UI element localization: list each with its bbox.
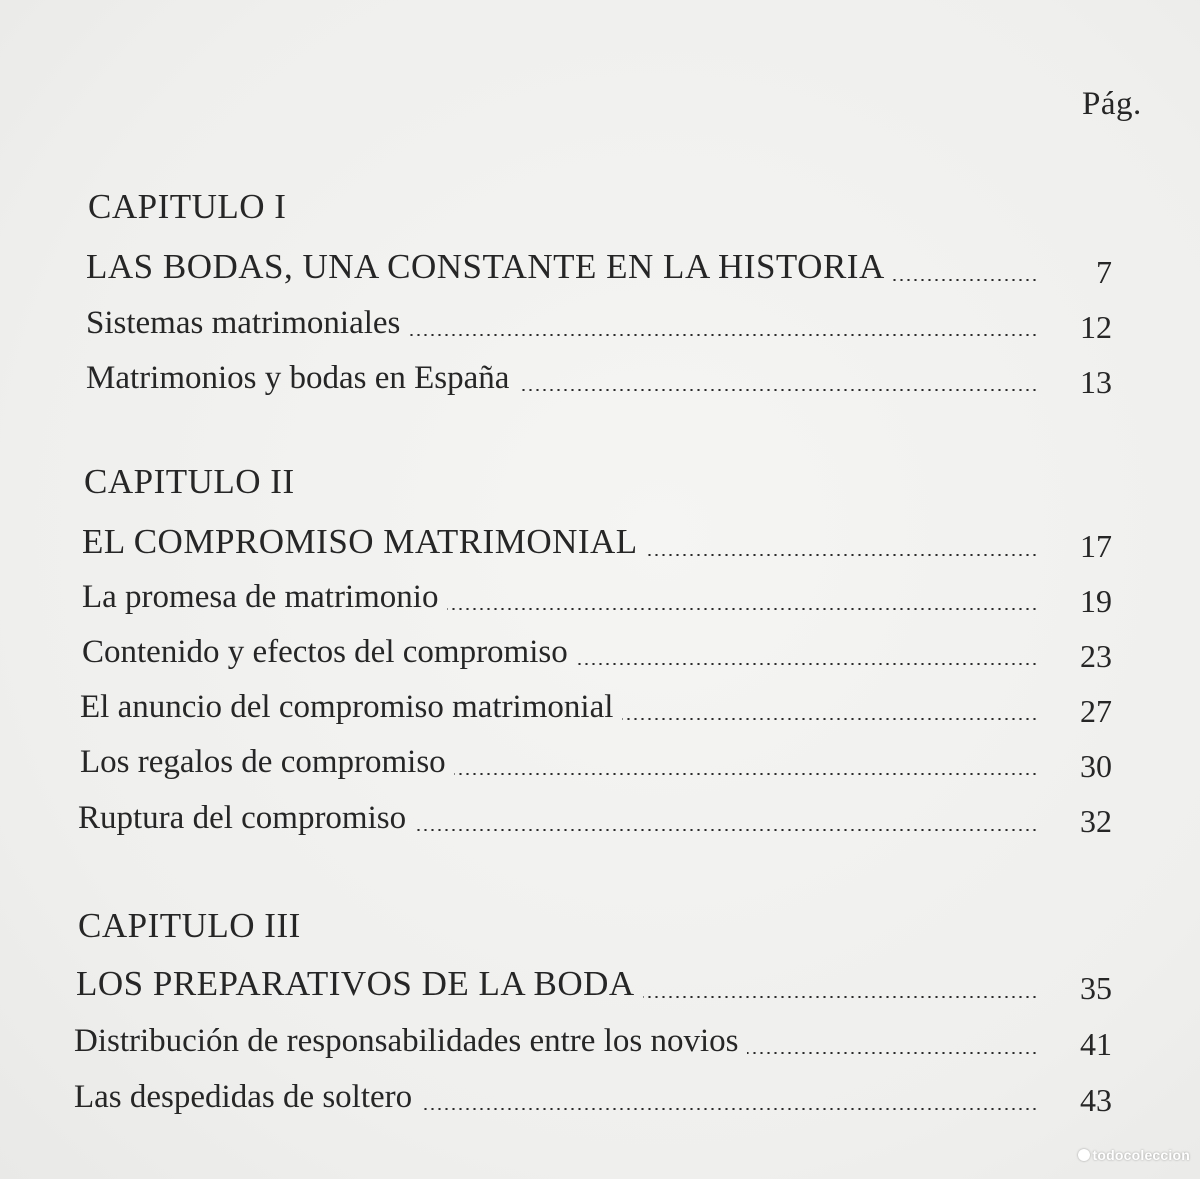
toc-entry-title: Contenido y efectos del compromiso <box>82 634 568 670</box>
toc-entry-page: 13 <box>1080 364 1112 400</box>
toc-entry-page: 17 <box>1080 528 1112 564</box>
toc-entry-title: El anuncio del compromiso matrimonial <box>80 689 614 725</box>
dot-leader <box>893 279 1038 281</box>
toc-entry <box>78 797 1038 841</box>
dot-leader <box>518 389 1038 391</box>
dot-leader <box>447 608 1038 610</box>
site-watermark <box>1078 1147 1191 1163</box>
toc-entry-page: 41 <box>1080 1026 1112 1062</box>
dot-leader <box>454 773 1038 775</box>
toc-entry <box>86 247 1038 291</box>
dot-leader <box>622 718 1038 720</box>
logo-dot-icon <box>1078 1149 1090 1161</box>
toc-entry-page: 12 <box>1080 309 1112 345</box>
toc-entry-title: EL COMPROMISO MATRIMONIAL <box>82 522 638 561</box>
toc-entry <box>82 631 1038 675</box>
toc-entry <box>76 964 1038 1008</box>
toc-entry-page: 35 <box>1080 970 1112 1006</box>
toc-entry-page: 32 <box>1080 803 1112 839</box>
toc-entry <box>80 741 1038 785</box>
dot-leader <box>421 1108 1038 1110</box>
toc-entry-page: 43 <box>1080 1082 1112 1118</box>
toc-entry-title: Las despedidas de soltero <box>74 1079 413 1115</box>
toc-entry-title: LAS BODAS, UNA CONSTANTE EN LA HISTORIA <box>86 247 885 286</box>
toc-entry <box>82 522 1038 566</box>
toc-entry-page: 7 <box>1096 254 1112 290</box>
toc-entry-page: 19 <box>1080 583 1112 619</box>
chapter-heading: CAPITULO III <box>78 906 301 945</box>
toc-entry-title: Ruptura del compromiso <box>78 800 407 836</box>
toc-entry <box>82 576 1038 620</box>
dot-leader <box>646 554 1038 556</box>
dot-leader <box>409 334 1038 336</box>
toc-entry <box>74 1020 1038 1064</box>
toc-entry-title: Sistemas matrimoniales <box>86 305 401 341</box>
toc-entry-title: La promesa de matrimonio <box>82 579 439 615</box>
toc-entry-title: LOS PREPARATIVOS DE LA BODA <box>76 964 635 1003</box>
dot-leader <box>747 1052 1038 1054</box>
toc-entry <box>74 1076 1038 1120</box>
toc-entry-title: Distribución de responsabilidades entre los novios <box>74 1023 739 1059</box>
toc-entry <box>86 302 1038 346</box>
toc-entry-title: Los regalos de compromiso <box>80 744 446 780</box>
watermark-text: todocoleccion <box>1092 1147 1190 1163</box>
toc-entry-page: 27 <box>1080 693 1112 729</box>
toc-entry <box>86 357 1038 401</box>
page-column-header: Pág. <box>1082 86 1142 122</box>
dot-leader <box>576 663 1038 665</box>
toc-entry-title: Matrimonios y bodas en España <box>86 360 510 396</box>
chapter-heading: CAPITULO I <box>88 187 287 226</box>
dot-leader <box>415 829 1038 831</box>
toc-entry-page: 23 <box>1080 638 1112 674</box>
chapter-heading: CAPITULO II <box>84 462 295 501</box>
dot-leader <box>643 996 1038 998</box>
toc-entry <box>80 686 1038 730</box>
toc-entry-page: 30 <box>1080 748 1112 784</box>
